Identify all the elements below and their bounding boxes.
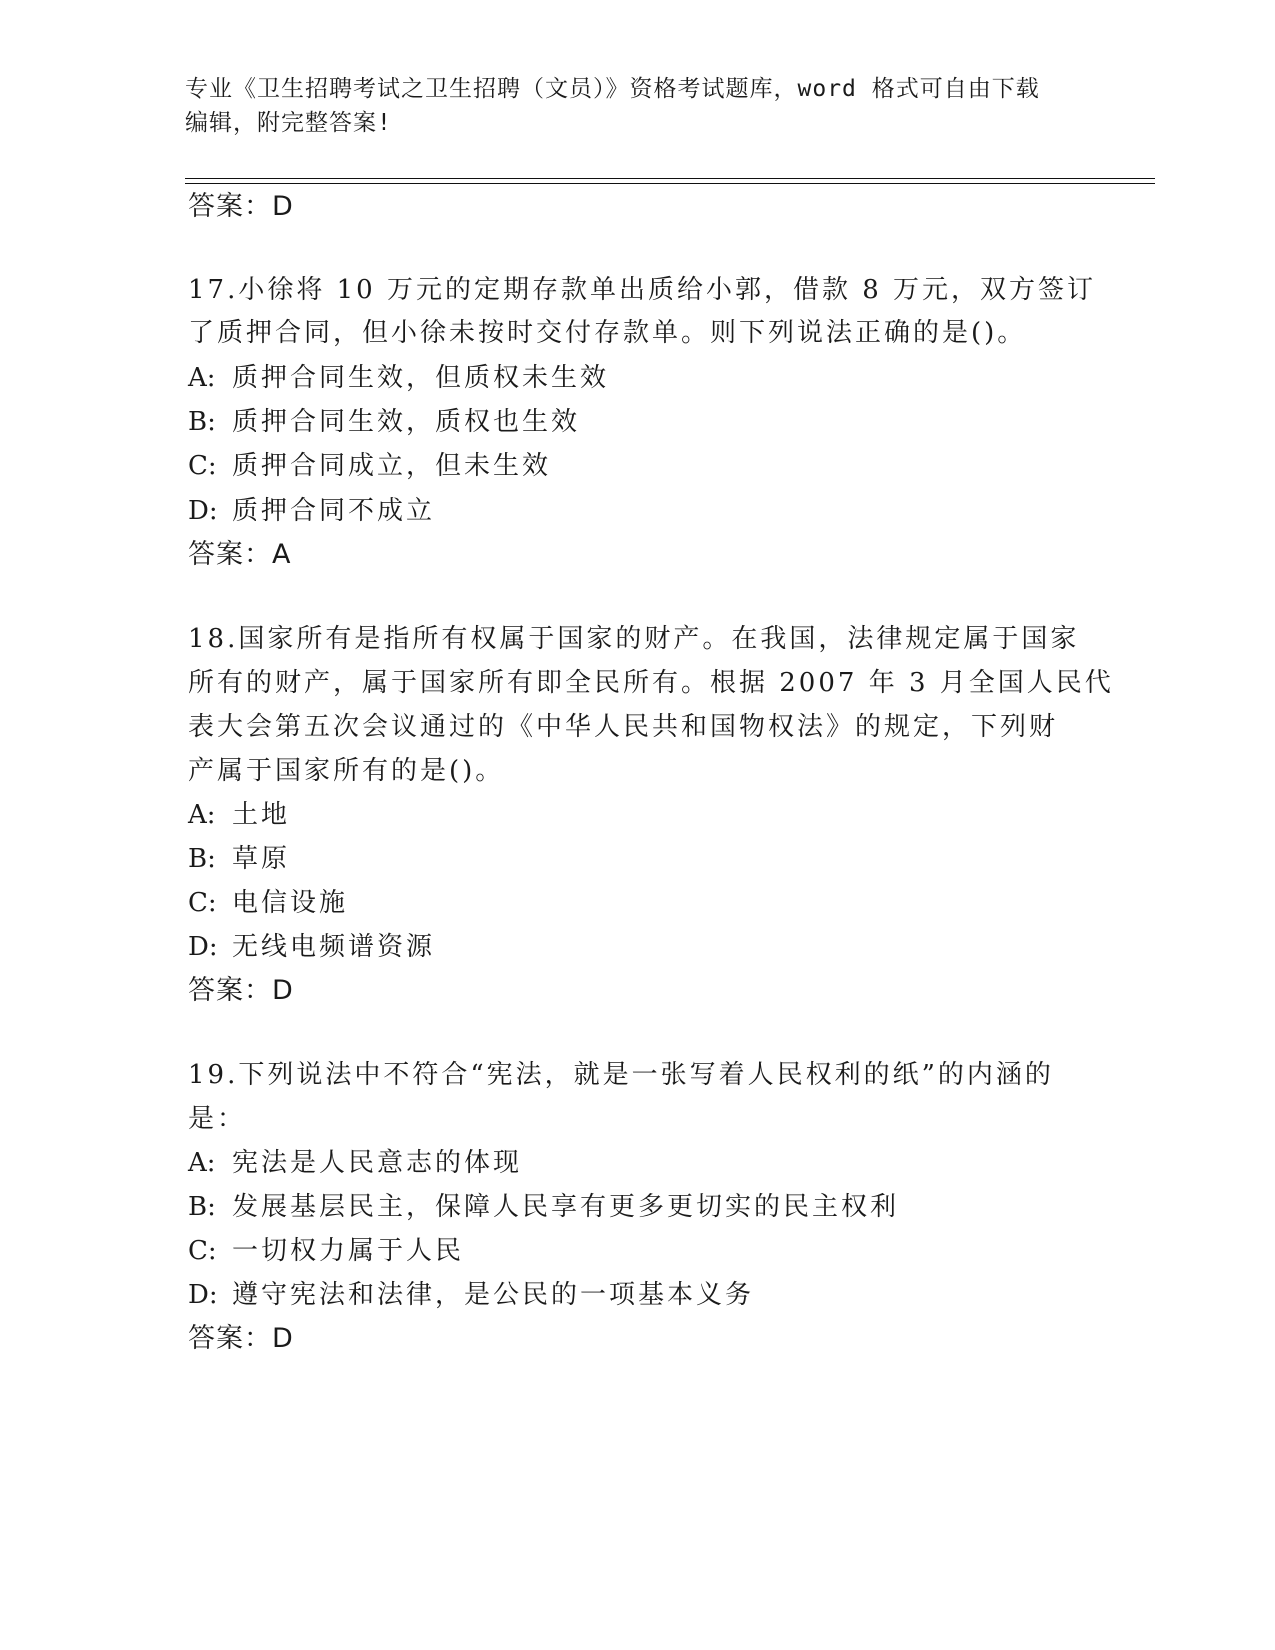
option-key: A:	[188, 1148, 216, 1178]
question-19-option-b	[188, 1190, 899, 1224]
question-17-answer: 答案：A	[188, 539, 292, 570]
header-line-2: 编辑，附完整答案!	[185, 110, 392, 136]
question-18-line-4: 产属于国家所有的是()。	[188, 756, 505, 786]
option-text: 土地	[232, 800, 291, 830]
option-key: D:	[188, 496, 218, 526]
question-19-option-c	[188, 1234, 464, 1268]
option-key: D:	[188, 932, 218, 962]
question-18-line-3: 表大会第五次会议通过的《中华人民共和国物权法》的规定，下列财	[188, 712, 1059, 742]
header-divider-top	[185, 178, 1155, 179]
option-text: 草原	[232, 844, 291, 874]
option-text: 电信设施	[232, 888, 349, 918]
option-key: B:	[188, 407, 216, 437]
option-key: C:	[188, 451, 217, 481]
question-17-line-1: 17.小徐将 10 万元的定期存款单出质给小郭，借款 8 万元，双方签订	[188, 275, 1097, 305]
header-divider-bottom	[185, 183, 1155, 184]
option-key: A:	[188, 363, 216, 393]
option-text: 质押合同生效，但质权未生效	[232, 363, 610, 393]
question-18-option-c	[188, 886, 348, 920]
question-19-line-1: 19.下列说法中不符合“宪法，就是一张写着人民权利的纸”的内涵的	[188, 1060, 1054, 1090]
question-17-option-d	[188, 494, 435, 528]
question-18-answer: 答案：D	[188, 975, 294, 1006]
question-17-option-a	[188, 361, 609, 395]
question-19-answer: 答案：D	[188, 1323, 294, 1354]
option-text: 质押合同不成立	[232, 496, 436, 526]
option-text: 质押合同生效，质权也生效	[232, 407, 581, 437]
option-text: 无线电频谱资源	[232, 932, 436, 962]
question-17-line-2: 了质押合同，但小徐未按时交付存款单。则下列说法正确的是()。	[188, 318, 1027, 348]
option-text: 一切权力属于人民	[232, 1236, 465, 1266]
option-text: 宪法是人民意志的体现	[232, 1148, 523, 1178]
option-text: 质押合同成立，但未生效	[232, 451, 552, 481]
question-19-option-a	[188, 1146, 522, 1180]
option-key: C:	[188, 1236, 217, 1266]
option-key: B:	[188, 1192, 216, 1222]
question-19-option-d	[188, 1278, 754, 1312]
question-17-option-c	[188, 449, 551, 483]
option-key: C:	[188, 888, 217, 918]
question-18-line-2: 所有的财产，属于国家所有即全民所有。根据 2007 年 3 月全国人民代	[188, 668, 1114, 698]
option-key: B:	[188, 844, 216, 874]
document-header	[185, 72, 1085, 140]
option-key: A:	[188, 800, 216, 830]
option-text: 发展基层民主，保障人民享有更多更切实的民主权利	[232, 1192, 900, 1222]
question-17-option-b	[188, 405, 580, 439]
question-19-line-2: 是：	[188, 1104, 247, 1134]
question-18-option-d	[188, 930, 435, 964]
question-18-option-a	[188, 798, 290, 832]
previous-answer: 答案：D	[188, 191, 294, 222]
question-18-line-1: 18.国家所有是指所有权属于国家的财产。在我国，法律规定属于国家	[188, 624, 1080, 654]
option-key: D:	[188, 1280, 218, 1310]
header-line-1: 专业《卫生招聘考试之卫生招聘（文员）》资格考试题库，word 格式可自由下载	[185, 76, 1040, 102]
question-18-option-b	[188, 842, 290, 876]
option-text: 遵守宪法和法律，是公民的一项基本义务	[232, 1280, 755, 1310]
